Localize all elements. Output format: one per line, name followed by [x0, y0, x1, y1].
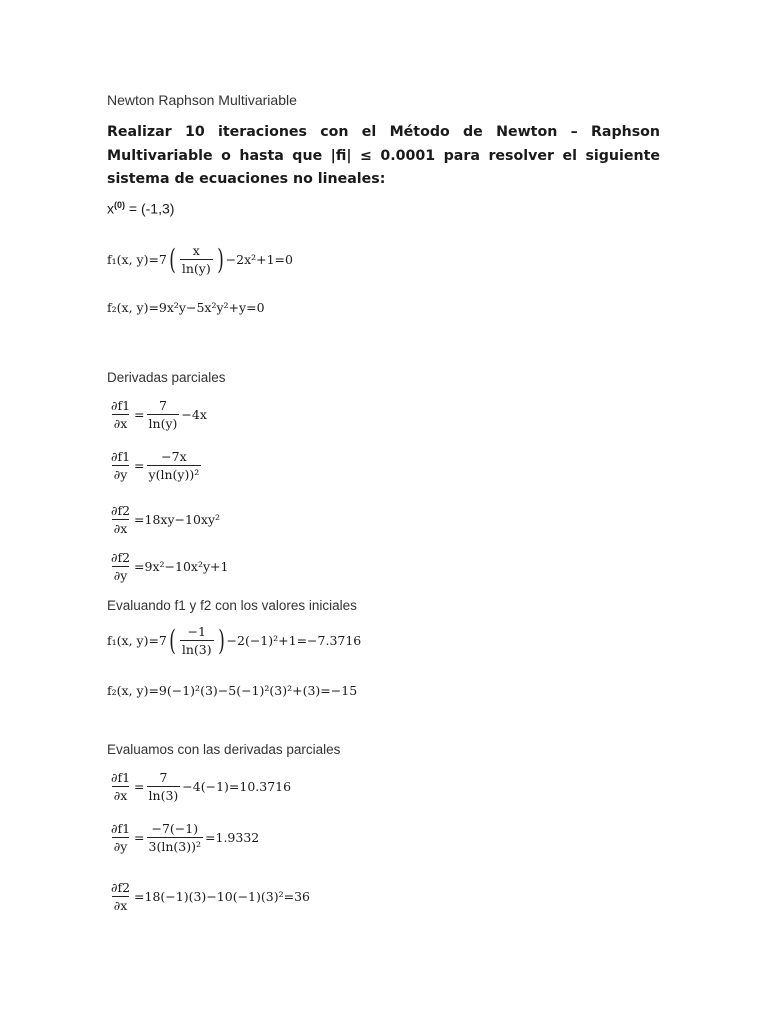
rhs-fraction: [147, 770, 181, 803]
df2dx-eval-rhs: =18(−1)(3)−10(−1)(3)²=36: [134, 889, 310, 904]
page-heading: Newton Raphson Multivariable: [107, 92, 297, 108]
lhs-denominator: ∂x: [113, 788, 128, 803]
df2dy-lhs-fraction: [109, 550, 132, 583]
lhs-numerator: ∂f2: [111, 550, 131, 565]
f1-eval-rhs: −2(−1)²+1=−7.3716: [226, 633, 362, 648]
lhs-denominator: ∂y: [113, 568, 128, 583]
equation-f1-definition: [107, 243, 293, 276]
rhs-denominator: 3(ln(3))²: [148, 839, 202, 854]
lhs-denominator: ∂x: [113, 416, 128, 431]
equation-f1-evaluated: [107, 624, 361, 657]
lhs-numerator: ∂f2: [111, 503, 131, 518]
rhs-numerator: −7x: [161, 449, 187, 464]
f1-eval-fraction: [180, 624, 214, 657]
instruction-paragraph: Realizar 10 iteraciones con el Método de Newton – Raphson Multivariable o hasta que |fi| ≤ 0.0001 para resolver el siguiente sistema de ecuaciones no lineales:: [107, 124, 660, 187]
lhs-numerator: ∂f1: [111, 821, 131, 836]
lhs-denominator: ∂x: [113, 521, 128, 536]
lhs-denominator: ∂y: [113, 467, 128, 482]
rhs-denominator: y(ln(y))²: [148, 467, 200, 482]
df2dy-rhs: =9x²−10x²y+1: [134, 559, 229, 574]
equation-df2-dy: [107, 550, 228, 583]
rhs-denominator: ln(3): [148, 788, 179, 803]
equation-df1-dx-evaluated: $\frac{\partial f1}{\partial x}$ = $\frac{7}{\ln(3)}$ −4(−1)=10.3716: [111, 770, 292, 803]
df2dx-lhs-fraction: [109, 503, 132, 536]
fraction-denominator: ln(3): [181, 642, 212, 657]
lhs-denominator: ∂y: [113, 839, 128, 854]
lhs-denominator: ∂x: [113, 898, 128, 913]
equation-df2-dx-evaluated: [107, 880, 310, 913]
rhs-numerator: −7(−1): [151, 821, 199, 836]
lhs-fraction: [109, 821, 132, 854]
f1-lhs: f₁(x, y)=7: [107, 252, 167, 267]
initial-sup: (0): [114, 200, 125, 210]
f2-eval-expression: f₂(x, y)=9(−1)²(3)−5(−1)²(3)²+(3)=−15: [107, 683, 358, 698]
initial-base: x: [107, 200, 114, 217]
label-partial-derivatives: Derivadas parciales: [107, 370, 226, 385]
df1dx-lhs-fraction: [109, 398, 132, 431]
lhs-numerator: ∂f1: [111, 398, 131, 413]
df1dy-lhs-fraction: [109, 449, 132, 482]
df1dx-rhs: −4x: [181, 407, 207, 422]
df1dy-rhs-fraction: [147, 449, 202, 482]
right-paren: ): [216, 242, 224, 276]
lhs-fraction: [109, 770, 132, 803]
df1dx-rhs-fraction: [147, 398, 180, 431]
left-paren: (: [169, 242, 176, 276]
df1dx-eval-rhs: −4(−1)=10.3716: [182, 779, 292, 794]
equation-df2-dx: [107, 503, 220, 536]
equation-df1-dy: $\frac{\partial f1}{\partial y}$ = $\frac{-7x}{\text{y(ln(y))²}}$: [111, 449, 200, 482]
fraction-numerator: −1: [187, 624, 206, 639]
equation-df1-dy-evaluated: $\frac{\partial f1}{\partial y}$ = $\frac{-7(-1)}{\text{3(ln(3))²}}$ =1.9332: [111, 821, 260, 854]
fraction-denominator: ln(y): [181, 261, 211, 276]
f1-fraction: [180, 243, 213, 276]
equation-f2-definition: [107, 300, 265, 315]
fraction-numerator: x: [192, 243, 200, 258]
rhs-denominator: ln(y): [148, 416, 178, 431]
label-evaluate-initial: Evaluando f1 y f2 con los valores iniciales: [107, 598, 357, 613]
f1-eval-lhs: f₁(x, y)=7: [107, 633, 167, 648]
lhs-fraction: [109, 880, 132, 913]
rhs-fraction: [147, 821, 203, 854]
lhs-numerator: ∂f1: [111, 449, 131, 464]
rhs-numerator: 7: [158, 398, 167, 413]
initial-values: [107, 200, 174, 217]
f1-rhs: −2x²+1=0: [225, 252, 293, 267]
df1dy-eval-rhs: =1.9332: [205, 830, 260, 845]
lhs-numerator: ∂f1: [111, 770, 131, 785]
rhs-numerator: 7: [159, 770, 168, 785]
initial-rest: = (-1,3): [125, 200, 175, 217]
df2dx-rhs: =18xy−10xy²: [134, 512, 221, 527]
left-paren: (: [169, 623, 176, 657]
f2-expression: f₂(x, y)=9x²y−5x²y²+y=0: [107, 300, 265, 315]
lhs-numerator: ∂f2: [111, 880, 131, 895]
right-paren: ): [217, 623, 225, 657]
equation-df1-dx: $\frac{\partial f1}{\partial x}$ = $\frac{7}{\ln(y)}$ −4x: [111, 398, 207, 431]
label-evaluate-partials: Evaluamos con las derivadas parciales: [107, 742, 341, 757]
equation-f2-evaluated: [107, 683, 357, 698]
